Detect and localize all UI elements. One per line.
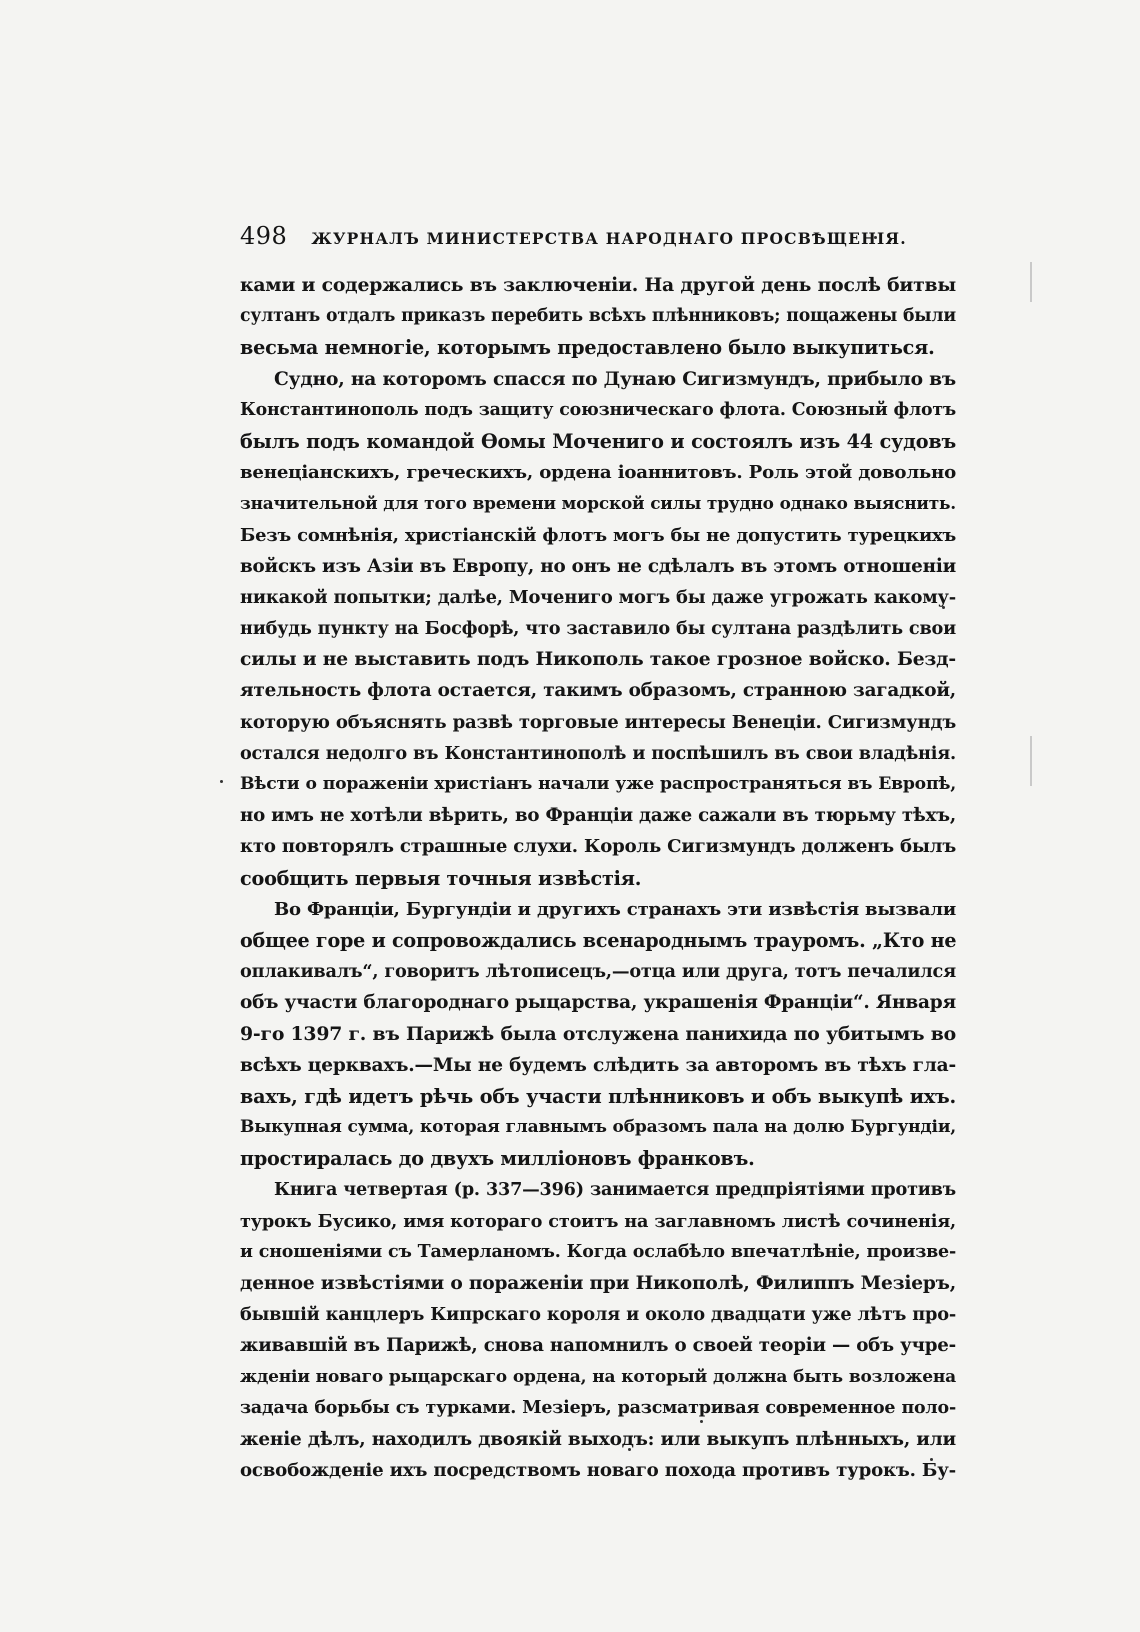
document-page	[240, 222, 956, 1486]
text-line: женіе дѣлъ, находилъ двоякій выходъ: или выкупъ плѣнныхъ, или	[240, 1428, 956, 1450]
text-line: которую объяснять развѣ торговые интересы Венеціи. Сигизмундъ	[240, 711, 956, 733]
text-line: Выкупная сумма, которая главнымъ образомъ пала на долю Бургундіи,	[240, 1117, 956, 1138]
text-line: Во Франціи, Бургундіи и другихъ странахъ эти извѣстія вызвали	[274, 898, 956, 920]
text-line: Судно, на которомъ спасся по Дунаю Сигизмундъ, прибыло въ	[274, 367, 956, 390]
text-line: турокъ Бусико, имя котораго стоитъ на заглавномъ листѣ сочиненія,	[240, 1210, 956, 1232]
text-line: вахъ, гдѣ идетъ рѣчь объ участи плѣнниковъ и объ выкупѣ ихъ.	[240, 1084, 956, 1108]
text-line: жденіи новаго рыцарскаго ордена, на который должна быть возложена	[240, 1366, 956, 1387]
text-line: но имъ не хотѣли вѣрить, во Франціи даже сажали въ тюрьму тѣхъ,	[240, 805, 956, 827]
text-line: Книга четвертая (р. 337—396) занимается предпріятіями противъ	[274, 1179, 956, 1201]
text-line: простиралась до двухъ милліоновъ франковъ.	[240, 1147, 755, 1171]
text-line: всѣхъ церквахъ.—Мы не будемъ слѣдить за авторомъ въ тѣхъ гла-	[240, 1054, 956, 1076]
scan-edge-mark	[1030, 262, 1032, 302]
text-line: силы и не выставить подъ Никополь такое грозное войско. Безд-	[240, 648, 956, 671]
text-line: бывшій канцлеръ Кипрскаго короля и около двадцати уже лѣтъ про-	[240, 1304, 956, 1326]
text-line: и сношеніями съ Тамерланомъ. Когда ослабѣло впечатлѣніе, произве-	[240, 1241, 956, 1262]
text-line: значительной для того времени морской силы трудно однако выяснить.	[240, 493, 956, 514]
text-line: живавшій въ Парижѣ, снова напомнилъ о своей теоріи — объ учре-	[240, 1335, 956, 1357]
text-line: общее горе и сопровождались всенароднымъ трауромъ. „Кто не	[240, 928, 957, 952]
text-line: денное извѣстіями о пораженіи при Никополѣ, Филиппъ Мезіеръ,	[240, 1273, 956, 1294]
text-line: остался недолго въ Константинополѣ и поспѣшилъ въ свои владѣнія.	[240, 742, 956, 764]
text-line: объ участи благороднаго рыцарства, украшенія Франціи“. Января	[240, 992, 956, 1014]
text-line: задача борьбы съ турками. Мезіеръ, разсматривая современное поло-	[240, 1397, 956, 1418]
text-line: никакой попытки; далѣе, Мочениго могъ бы даже угрожать какому-	[240, 586, 956, 608]
text-line: Безъ сомнѣнія, христіанскій флотъ могъ бы не допустить турецкихъ	[240, 524, 956, 546]
running-title: ЖУРНАЛЪ МИНИСТЕРСТВА НАРОДНАГО ПРОСВѢЩЕНІЯ.	[311, 229, 907, 248]
text-line: войскъ изъ Азіи въ Европу, но онъ не сдѣлалъ въ этомъ отношеніи	[240, 555, 956, 577]
text-line: кто повторялъ страшные слухи. Король Сигизмундъ долженъ былъ	[240, 836, 956, 858]
text-line: весьма немногіе, которымъ предоставлено было выкупиться.	[240, 336, 935, 360]
text-line: сообщить первыя точныя извѣстія.	[240, 866, 642, 890]
text-line: ятельность флота остается, такимъ образомъ, странною загадкой,	[240, 680, 956, 702]
text-line: Константинополь подъ защиту союзническаго флота. Союзный флотъ	[240, 399, 956, 420]
text-line: 9-го 1397 г. въ Парижѣ была отслужена панихида по убитымъ во	[240, 1022, 956, 1045]
body-text	[240, 270, 956, 1486]
page-header	[240, 222, 956, 262]
text-line: былъ подъ командой Ѳомы Мочениго и состоялъ изъ 44 судовъ	[240, 429, 956, 453]
text-line: оплакивалъ“, говоритъ лѣтописецъ,—отца или друга, тотъ печалился	[240, 961, 956, 983]
text-line: освобожденіе ихъ посредствомъ новаго похода противъ турокъ. Бу-	[240, 1460, 956, 1482]
text-line: Вѣсти о пораженіи христіанъ начали уже распространяться въ Европѣ,	[240, 774, 956, 794]
page-number: 498	[240, 222, 288, 250]
scan-edge-mark	[1030, 736, 1032, 786]
text-line: ками и содержались въ заключеніи. На другой день послѣ битвы	[240, 274, 956, 296]
text-line: султанъ отдалъ приказъ перебить всѣхъ плѣнниковъ; пощажены были	[240, 306, 956, 327]
scan-speck	[220, 780, 223, 783]
text-line: нибудь пункту на Босфорѣ, что заставило бы султана раздѣлить свои	[240, 618, 956, 640]
text-line: венеціанскихъ, греческихъ, ордена іоаннитовъ. Роль этой довольно	[240, 462, 956, 484]
